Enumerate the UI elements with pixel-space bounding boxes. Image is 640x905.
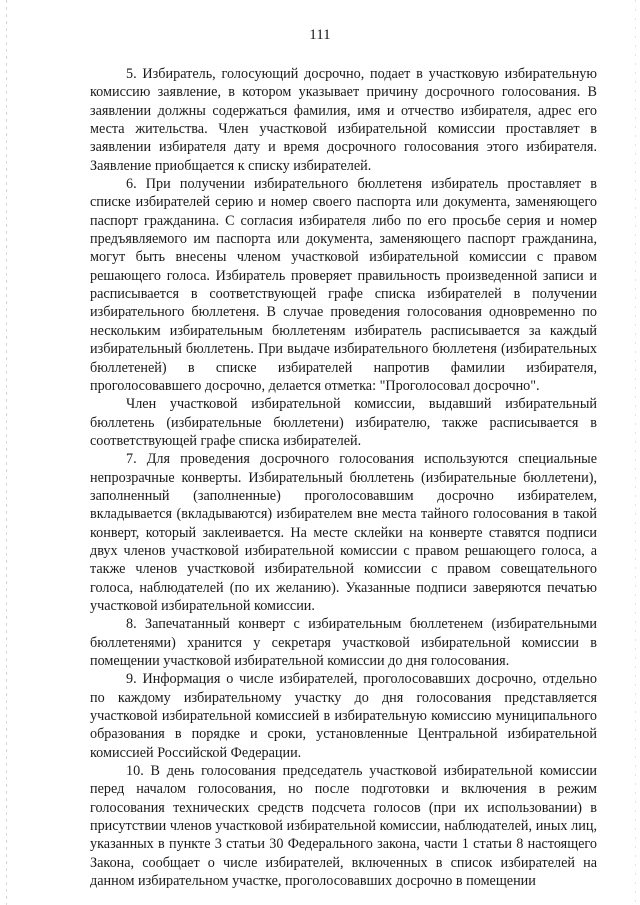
paragraph-5: 5. Избиратель, голосующий досрочно, подает в участковую избирательную комиссию заявление, в котором указывает причину досрочного голосования. В заявлении должны содержаться фамилия, имя и отчество избирателя, адрес его места жительства. Член участковой избирательной комиссии проставляет в заявлении избирателя дату и время досрочного голосования этого избирателя. Заявление приобщается к списку избирателей. <box>90 66 597 174</box>
paragraph-9: 9. Информация о числе избирателей, проголосовавших досрочно, отдельно по каждому избирательному участку до дня голосования представляется участковой избирательной комиссией в избирательную комиссию муниципального образования в порядке и сроки, установленные Центральной избирательной комиссией Российской Федерации. <box>90 671 597 761</box>
page-number: 111 <box>309 27 331 43</box>
paragraph-6-member: Член участковой избирательной комиссии, выдавший избирательный бюллетень (избирательные бюллетени) избирателю, также расписывается в соответствующей графе списка избирателей. <box>90 396 597 449</box>
scan-edge-left <box>6 0 7 905</box>
paragraph-8: 8. Запечатанный конверт с избирательным бюллетенем (избирательными бюллетенями) хранится у секретаря участковой избирательной комиссии в помещении участковой избирательной комиссии до дня голосования. <box>90 616 597 669</box>
paragraph-6: 6. При получении избирательного бюллетеня избиратель проставляет в списке избирателей серию и номер своего паспорта или документа, заменяющего паспорт гражданина. С согласия избирателя либо по его просьбе серия и номер предъявляемого им паспорта или документа, заменяющего паспорт гражданина, могут быть внесены членом участковой избирательной комиссии с правом решающего голоса. Избиратель проверяет правильность произведенной записи и расписывается в соответствующей графе списка избирателей в получении избирательного бюллетеня. В случае проведения голосования одновременно по нескольким избирательным бюллетеням избиратель расписывается за каждый избирательный бюллетень. При выдаче избирательного бюллетеня (избирательных бюллетеней) в списке избирателей напротив фамилии избирателя, проголосовавшего досрочно, делается отметка: "Проголосовал досрочно". <box>90 176 597 394</box>
paragraph-10: 10. В день голосования председатель участковой избирательной комиссии перед началом голосования, но после подготовки и включения в режим голосования технических средств подсчета голосов (при их использовании) в присутствии членов участковой избирательной комиссии, наблюдателей, иных лиц, указанных в пункте 3 статьи 30 Федерального закона, части 1 статьи 8 настоящего Закона, сообщает о числе избирателей, включенных в список избирателей на данном избирательном участке, проголосовавших досрочно в помещении <box>90 763 597 890</box>
scan-edge-right <box>635 0 636 905</box>
paragraph-7: 7. Для проведения досрочного голосования используются специальные непрозрачные конверты. Избирательный бюллетень (избирательные бюллетени), заполненный (заполненные) проголосовавшим досрочно избирателем, вкладывается (вкладываются) избирателем вне места тайного голосования в такой конверт, который заклеивается. На месте склейки на конверте ставятся подписи двух членов участковой избирательной комиссии с правом решающего голоса, а также членов участковой избирательной комиссии с правом совещательного голоса, наблюдателей (по их желанию). Указанные подписи заверяются печатью участковой избирательной комиссии. <box>90 451 597 614</box>
body-text <box>90 65 597 890</box>
